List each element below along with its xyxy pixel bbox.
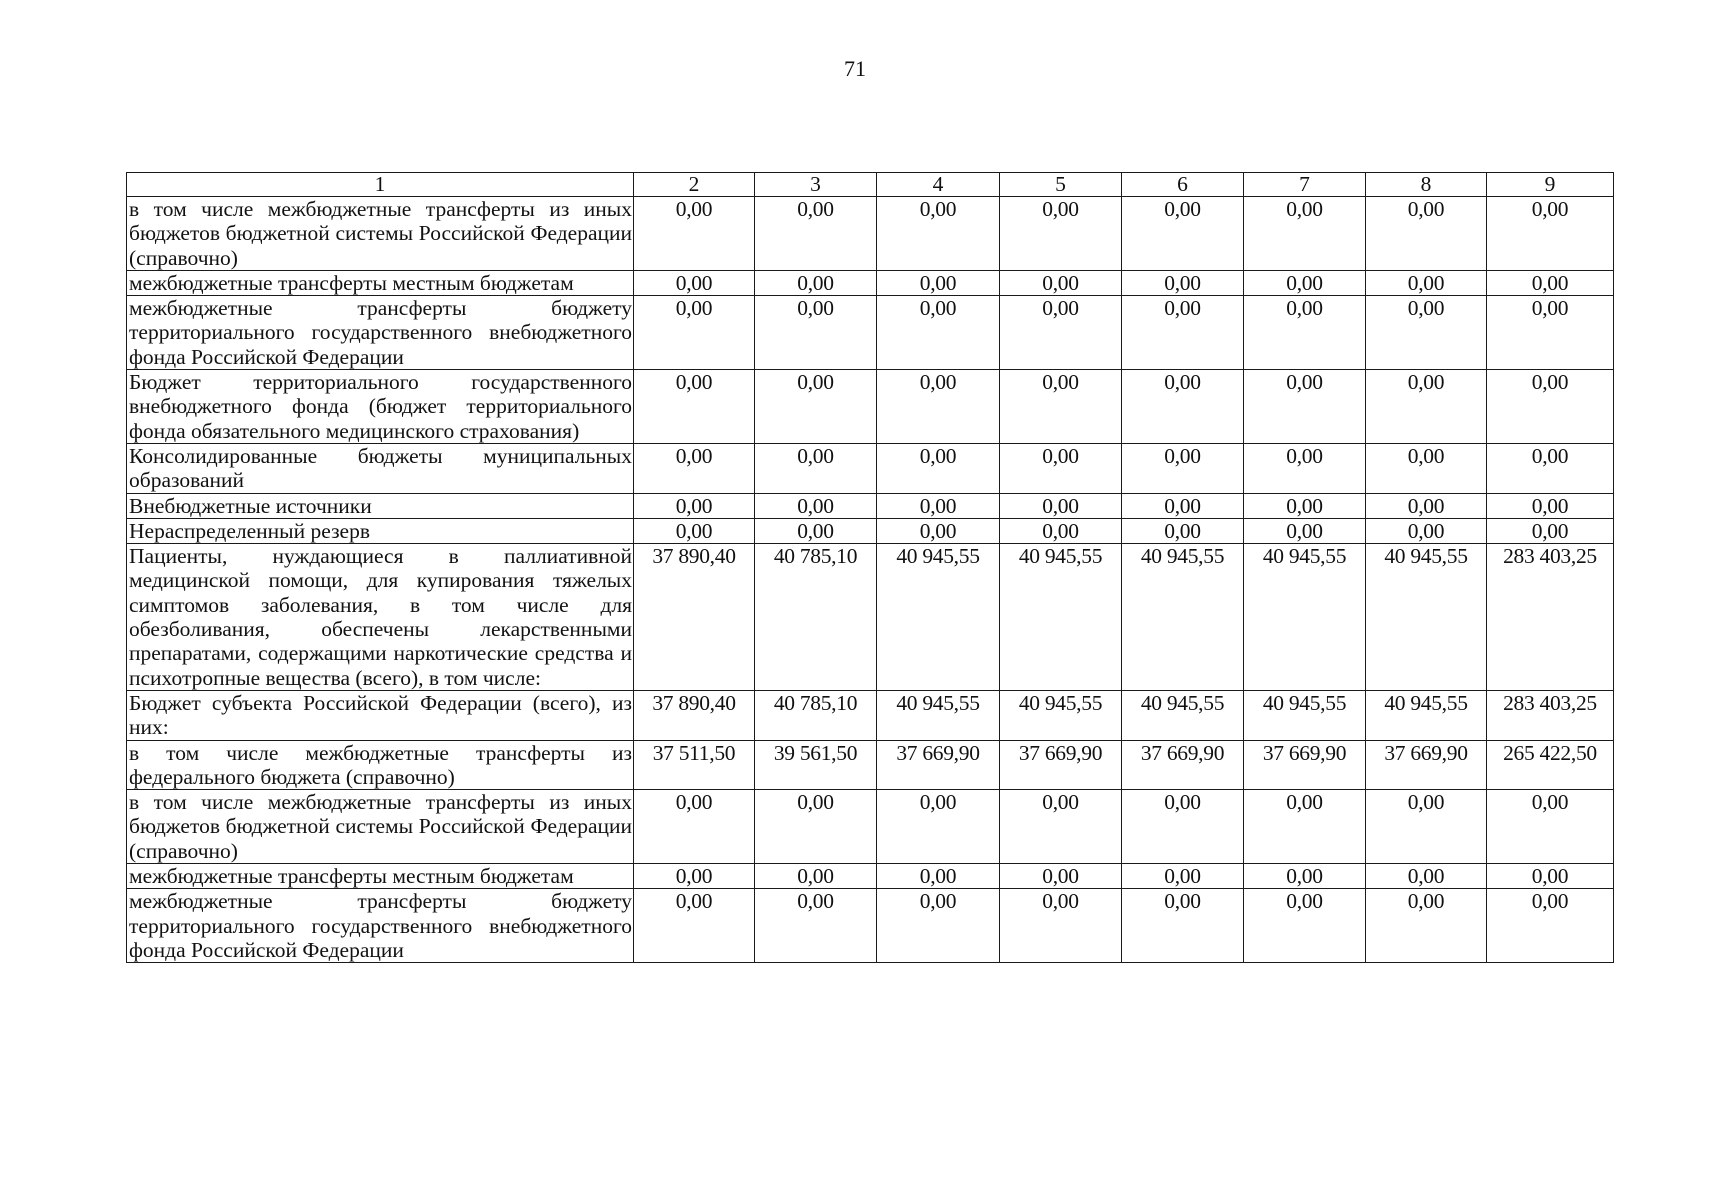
row-value: 0,00 [1244, 493, 1366, 518]
row-value: 0,00 [1244, 270, 1366, 295]
row-description: Консолидированные бюджеты муниципальных образований [127, 443, 634, 493]
row-value: 0,00 [1000, 270, 1122, 295]
row-value: 0,00 [1366, 197, 1487, 271]
row-description: в том числе межбюджетные трансферты из иных бюджетов бюджетной системы Российской Федерации (справочно) [127, 790, 634, 864]
row-value: 37 669,90 [1366, 740, 1487, 790]
row-value: 0,00 [1122, 518, 1244, 543]
table-row [127, 493, 1614, 518]
row-value: 37 511,50 [634, 740, 755, 790]
row-value: 0,00 [877, 864, 1000, 889]
row-value: 0,00 [1366, 296, 1487, 370]
row-value: 40 945,55 [1244, 690, 1366, 740]
column-number: 2 [634, 173, 755, 197]
row-value: 0,00 [634, 270, 755, 295]
table-row [127, 740, 1614, 790]
table-row [127, 296, 1614, 370]
row-description: межбюджетные трансферты местным бюджетам [127, 270, 634, 295]
row-value: 0,00 [1487, 493, 1614, 518]
row-value: 0,00 [755, 518, 877, 543]
table-row [127, 690, 1614, 740]
row-value: 0,00 [1122, 864, 1244, 889]
row-value: 0,00 [755, 443, 877, 493]
row-value: 0,00 [1000, 443, 1122, 493]
row-value: 0,00 [1244, 443, 1366, 493]
row-value: 37 669,90 [1122, 740, 1244, 790]
table-row [127, 518, 1614, 543]
row-value: 0,00 [634, 493, 755, 518]
row-value: 0,00 [634, 889, 755, 963]
row-value: 40 785,10 [755, 544, 877, 691]
row-description: межбюджетные трансферты бюджету территориального государственного внебюджетного фонда Российской Федерации [127, 296, 634, 370]
row-value: 0,00 [1122, 270, 1244, 295]
row-value: 0,00 [1366, 518, 1487, 543]
row-value: 0,00 [1000, 518, 1122, 543]
row-value: 0,00 [1487, 270, 1614, 295]
table-row [127, 864, 1614, 889]
column-number: 3 [755, 173, 877, 197]
row-value: 0,00 [1244, 370, 1366, 444]
row-value: 0,00 [634, 790, 755, 864]
row-value: 40 945,55 [1366, 690, 1487, 740]
row-value: 0,00 [877, 270, 1000, 295]
row-value: 40 945,55 [1122, 690, 1244, 740]
row-value: 0,00 [1244, 197, 1366, 271]
row-value: 0,00 [1244, 296, 1366, 370]
row-description: Бюджет субъекта Российской Федерации (всего), из них: [127, 690, 634, 740]
column-number: 5 [1000, 173, 1122, 197]
row-value: 0,00 [1122, 370, 1244, 444]
row-value: 0,00 [877, 790, 1000, 864]
row-value: 0,00 [1487, 197, 1614, 271]
row-value: 0,00 [634, 296, 755, 370]
row-value: 0,00 [877, 889, 1000, 963]
row-value: 0,00 [1487, 370, 1614, 444]
budget-table [126, 172, 1614, 963]
row-value: 0,00 [877, 296, 1000, 370]
column-number: 8 [1366, 173, 1487, 197]
table-row [127, 370, 1614, 444]
row-value: 0,00 [1244, 518, 1366, 543]
column-number-row [127, 173, 1614, 197]
row-value: 40 945,55 [877, 544, 1000, 691]
row-value: 37 669,90 [1000, 740, 1122, 790]
row-value: 0,00 [1122, 493, 1244, 518]
row-value: 39 561,50 [755, 740, 877, 790]
row-value: 0,00 [755, 864, 877, 889]
row-value: 265 422,50 [1487, 740, 1614, 790]
table-row [127, 889, 1614, 963]
table-row [127, 443, 1614, 493]
row-value: 0,00 [877, 443, 1000, 493]
row-value: 0,00 [634, 443, 755, 493]
row-description: межбюджетные трансферты бюджету территориального государственного внебюджетного фонда Российской Федерации [127, 889, 634, 963]
row-value: 37 890,40 [634, 544, 755, 691]
row-value: 0,00 [755, 270, 877, 295]
row-value: 0,00 [1366, 790, 1487, 864]
column-number: 9 [1487, 173, 1614, 197]
page-number: 71 [844, 56, 866, 81]
row-value: 0,00 [1366, 889, 1487, 963]
row-value: 40 785,10 [755, 690, 877, 740]
row-value: 0,00 [1366, 443, 1487, 493]
row-value: 0,00 [877, 493, 1000, 518]
table-row [127, 790, 1614, 864]
row-value: 283 403,25 [1487, 690, 1614, 740]
row-value: 0,00 [1000, 493, 1122, 518]
row-value: 0,00 [1366, 864, 1487, 889]
row-value: 37 669,90 [1244, 740, 1366, 790]
row-value: 0,00 [1487, 864, 1614, 889]
row-value: 0,00 [1487, 790, 1614, 864]
row-value: 0,00 [1244, 790, 1366, 864]
row-value: 40 945,55 [1366, 544, 1487, 691]
row-value: 0,00 [755, 790, 877, 864]
row-description: межбюджетные трансферты местным бюджетам [127, 864, 634, 889]
column-number: 1 [127, 173, 634, 197]
row-value: 0,00 [755, 889, 877, 963]
row-description: Пациенты, нуждающиеся в паллиативной медицинской помощи, для купирования тяжелых симптомов заболевания, в том числе для обезболивания, обеспечены лекарственными препаратами, содержащими наркотические средства и психотропные вещества (всего), в том числе: [127, 544, 634, 691]
row-value: 0,00 [1122, 443, 1244, 493]
row-value: 0,00 [634, 864, 755, 889]
row-value: 0,00 [1122, 790, 1244, 864]
row-description: Бюджет территориального государственного внебюджетного фонда (бюджет территориального фонда обязательного медицинского страхования) [127, 370, 634, 444]
row-value: 0,00 [755, 197, 877, 271]
row-value: 40 945,55 [877, 690, 1000, 740]
row-description: Внебюджетные источники [127, 493, 634, 518]
row-value: 37 669,90 [877, 740, 1000, 790]
row-value: 40 945,55 [1122, 544, 1244, 691]
row-value: 0,00 [755, 493, 877, 518]
row-value: 37 890,40 [634, 690, 755, 740]
row-value: 0,00 [1244, 889, 1366, 963]
row-value: 0,00 [1000, 889, 1122, 963]
row-value: 0,00 [1366, 270, 1487, 295]
row-value: 0,00 [1487, 889, 1614, 963]
table-row [127, 270, 1614, 295]
row-value: 0,00 [1122, 889, 1244, 963]
table-row [127, 544, 1614, 691]
row-value: 0,00 [1000, 197, 1122, 271]
row-value: 0,00 [1122, 197, 1244, 271]
column-number: 7 [1244, 173, 1366, 197]
row-value: 0,00 [755, 296, 877, 370]
row-value: 0,00 [877, 518, 1000, 543]
row-description: в том числе межбюджетные трансферты из федерального бюджета (справочно) [127, 740, 634, 790]
row-value: 0,00 [1487, 443, 1614, 493]
row-value: 0,00 [1366, 370, 1487, 444]
row-value: 0,00 [1244, 864, 1366, 889]
row-value: 0,00 [1000, 864, 1122, 889]
row-value: 0,00 [1366, 493, 1487, 518]
row-value: 0,00 [1122, 296, 1244, 370]
row-value: 0,00 [634, 370, 755, 444]
row-value: 283 403,25 [1487, 544, 1614, 691]
row-value: 0,00 [1000, 370, 1122, 444]
row-value: 0,00 [634, 197, 755, 271]
row-value: 0,00 [1000, 296, 1122, 370]
column-number: 6 [1122, 173, 1244, 197]
row-value: 0,00 [634, 518, 755, 543]
table-row [127, 197, 1614, 271]
row-value: 0,00 [1487, 518, 1614, 543]
row-description: в том числе межбюджетные трансферты из иных бюджетов бюджетной системы Российской Федерации (справочно) [127, 197, 634, 271]
row-value: 0,00 [1000, 790, 1122, 864]
row-value: 40 945,55 [1000, 690, 1122, 740]
row-value: 0,00 [1487, 296, 1614, 370]
row-value: 40 945,55 [1000, 544, 1122, 691]
row-value: 0,00 [877, 370, 1000, 444]
budget-table-container [126, 172, 1613, 963]
row-value: 40 945,55 [1244, 544, 1366, 691]
row-description: Нераспределенный резерв [127, 518, 634, 543]
row-value: 0,00 [877, 197, 1000, 271]
row-value: 0,00 [755, 370, 877, 444]
column-number: 4 [877, 173, 1000, 197]
